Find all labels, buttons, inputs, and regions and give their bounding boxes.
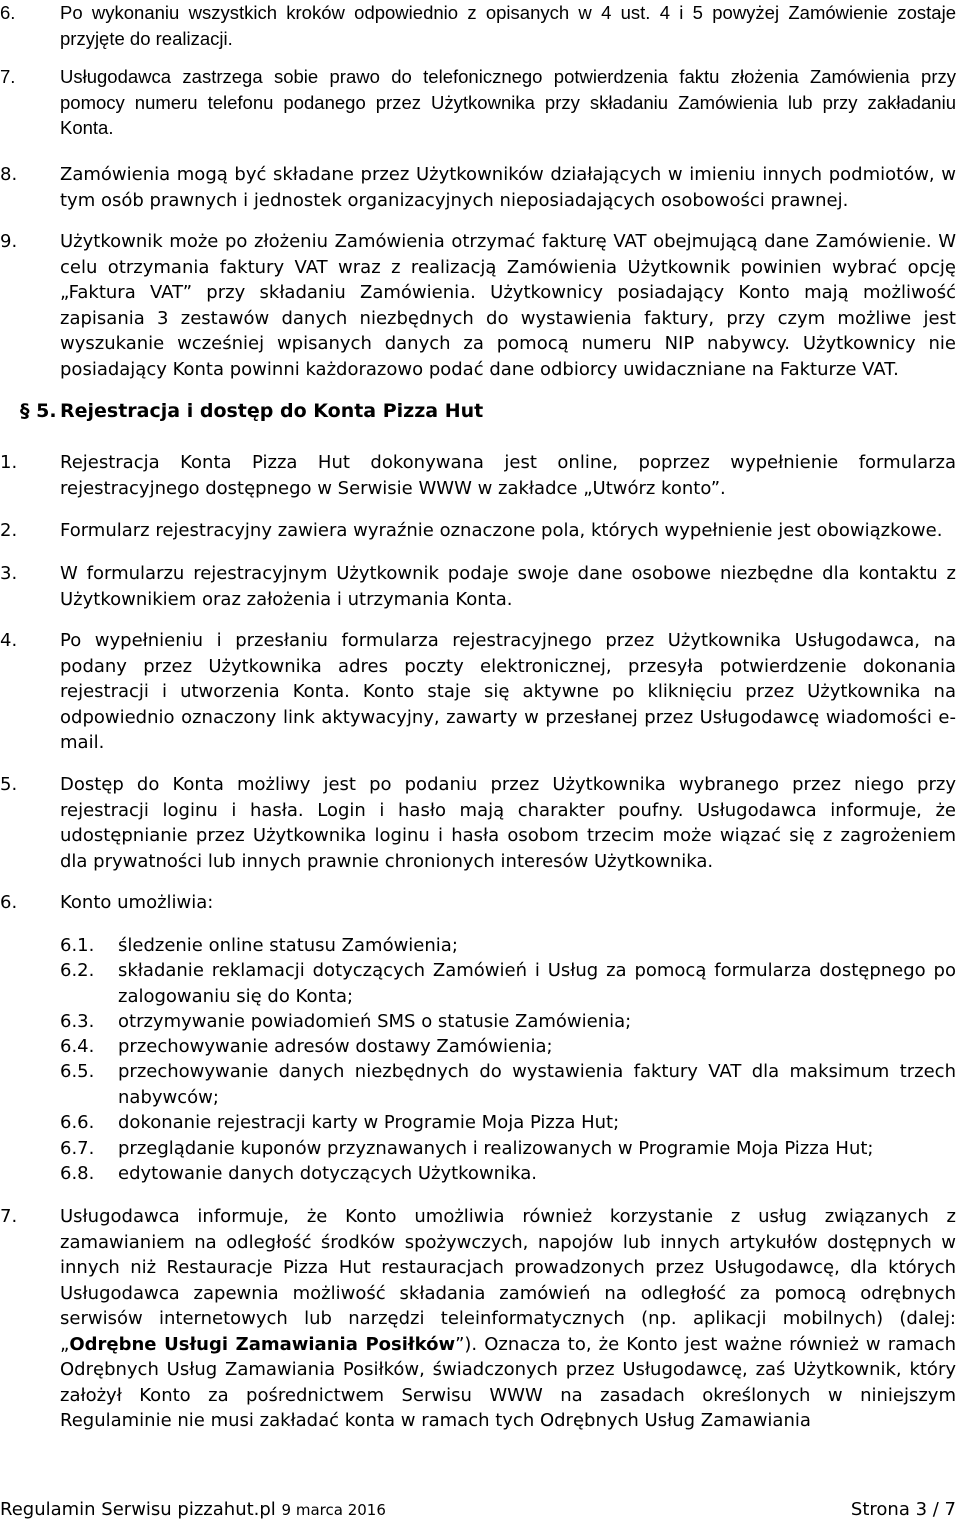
sub-item-text: przeglądanie kuponów przyznawanych i realizowanych w Programie Moja Pizza Hut; [118,1138,874,1159]
paragraph-8 [0,162,956,213]
sub-item-6-7 [60,1136,956,1162]
section-item-7 [0,1204,956,1434]
item-text: Dostęp do Konta możliwy jest po podaniu przez Użytkownika wybranego przez niego przy rejestracji loginu i hasła. Login i hasło mają charakter poufny. Usługodawca informuje, że udostępnianie przez Użytkownika loginu i hasła osobom trzecim może wiązać się z zagrożeniem dla prywatności lub innych prawnie chronionych interesów Użytkownika. [60,774,956,872]
page-number: Strona 3 / 7 [850,1499,956,1520]
sub-item-6-1 [60,933,956,959]
item-text: Formularz rejestracyjny zawiera wyraźnie oznaczone pola, których wypełnienie jest obowiązkowe. [60,520,943,541]
paragraph-7 [0,64,956,141]
section-item-3 [0,561,956,612]
item-number: 2. [0,520,18,541]
paragraph-number: 7. [0,66,16,87]
sub-item-6-4 [60,1034,956,1060]
paragraph-text: Usługodawca zastrzega sobie prawo do telefonicznego potwierdzenia faktu złożenia Zamówienia przy pomocy numeru telefonu podanego przez Użytkownika przy składaniu Zamówienia lub przy zakładaniu Konta. [60,66,956,138]
page-footer [0,1497,956,1523]
defined-term: Odrębne Usługi Zamawiania Posiłków [69,1333,456,1355]
sub-item-number: 6.2. [60,960,95,981]
item-number: 3. [0,563,18,584]
section-heading [0,398,483,424]
sub-item-number: 6.1. [60,935,95,956]
paragraph-9 [0,229,956,382]
sub-item-number: 6.4. [60,1036,95,1057]
section-number: § 5. [20,400,57,422]
item-text-part: Usługodawca informuje, że Konto umożliwia również korzystanie z usług związanych z zamawianiem na odległość środków spożywczych, napojów lub innych artykułów dostępnych w innych niż Restauracje Pizza Hut restauracjach prowadzonych przez Usługodawcę, dla których Usługodawca zapewnia możliwość składania zamówień na odległość za pomocą odrębnych serwisów internetowych lub narzędzi teleinformatycznych (np. aplikacji mobilnych) (dalej: „ [60,1206,956,1355]
sub-item-text: śledzenie online statusu Zamówienia; [118,935,458,956]
item-text: W formularzu rejestracyjnym Użytkownik podaje swoje dane osobowe niezbędne dla kontaktu z Użytkownikiem oraz założenia i utrzymania Konta. [60,563,956,610]
section-item-4 [0,628,956,756]
sub-item-text: dokonanie rejestracji karty w Programie Moja Pizza Hut; [118,1112,620,1133]
item-number: 4. [0,630,18,651]
footer-date: 9 marca 2016 [281,1501,386,1519]
item-number: 7. [0,1206,18,1227]
footer-left [0,1497,386,1523]
sub-item-number: 6.7. [60,1138,95,1159]
sub-item-6-3 [60,1009,956,1035]
sub-item-number: 6.3. [60,1011,95,1032]
sub-item-text: edytowanie danych dotyczących Użytkownika. [118,1163,537,1184]
section-item-5 [0,772,956,874]
item-text [60,1204,956,1434]
sub-item-number: 6.5. [60,1061,95,1082]
sub-item-6-8 [60,1161,956,1187]
item-number: 6. [0,892,18,913]
sub-item-number: 6.8. [60,1163,95,1184]
item-number: 5. [0,774,18,795]
item-text: Konto umożliwia: [60,892,214,913]
section-item-1 [0,450,956,501]
paragraph-number: 9. [0,231,18,252]
paragraph-6 [0,0,956,51]
sub-item-6-6 [60,1110,956,1136]
sub-item-number: 6.6. [60,1112,95,1133]
sub-item-6-5 [60,1059,956,1110]
paragraph-text: Użytkownik może po złożeniu Zamówienia otrzymać fakturę VAT obejmującą dane Zamówienie. W celu otrzymania faktury VAT wraz z realizacją Zamówienia Użytkownik powinien wybrać opcję „Faktura VAT” przy składaniu Zamówienia. Użytkownicy posiadający Konto mają możliwość zapisania 3 zestawów danych niezbędnych do wystawienia faktury, przy czym możliwe jest wyszukanie wcześniej wpisanych danych za pomocą numeru NIP nabywcy. Użytkownicy nie posiadający Konta powinni każdorazowo podać dane odbiorcy uwidaczniane na Fakturze VAT. [60,231,956,380]
paragraph-text: Zamówienia mogą być składane przez Użytkowników działających w imieniu innych podmiotów, w tym osób prawnych i jednostek organizacyjnych nieposiadających osobowości prawnej. [60,164,956,211]
paragraph-text: Po wykonaniu wszystkich kroków odpowiednio z opisanych w 4 ust. 4 i 5 powyżej Zamówienie zostaje przyjęte do realizacji. [60,2,956,49]
sub-item-6-2 [60,958,956,1009]
item-text-part: ”). Oznacza to, że Konto jest ważne również w ramach Odrębnych Usług Zamawiania Posiłków, świadczonych przez Usługodawcę, zaś Użytkownik, który założył Konto za pośrednictwem Serwisu WWW na zasadach określonych w niniejszym Regulaminie nie musi zakładać konta w ramach tych Odrębnych Usług Zamawiania [60,1333,956,1431]
sub-item-text: przechowywanie adresów dostawy Zamówienia; [118,1036,553,1057]
footer-title: Regulamin Serwisu pizzahut.pl [0,1499,276,1520]
sub-item-text: składanie reklamacji dotyczących Zamówień i Usług za pomocą formularza dostępnego po zalogowaniu się do Konta; [118,960,956,1007]
section-item-6 [0,890,956,916]
paragraph-number: 8. [0,164,18,185]
item-text: Po wypełnieniu i przesłaniu formularza rejestracyjnego przez Użytkownika Usługodawca, na podany przez Użytkownika adres poczty elektronicznej, przesyła potwierdzenie dokonania rejestracji i utworzenia Konta. Konto staje się aktywne po kliknięciu przez Użytkownika na odpowiednio oznaczony link aktywacyjny, zawarty w przesłanej przez Usługodawcę wiadomości e-mail. [60,630,956,753]
section-title: Rejestracja i dostęp do Konta Pizza Hut [60,400,484,422]
sub-item-text: otrzymywanie powiadomień SMS o statusie Zamówienia; [118,1011,632,1032]
section-item-2 [0,518,956,544]
sub-item-text: przechowywanie danych niezbędnych do wystawienia faktury VAT dla maksimum trzech nabywców; [118,1061,956,1108]
item-number: 1. [0,452,18,473]
item-text: Rejestracja Konta Pizza Hut dokonywana jest online, poprzez wypełnienie formularza rejestracyjnego dostępnego w Serwisie WWW w zakładce „Utwórz konto”. [60,452,956,499]
paragraph-number: 6. [0,2,16,23]
